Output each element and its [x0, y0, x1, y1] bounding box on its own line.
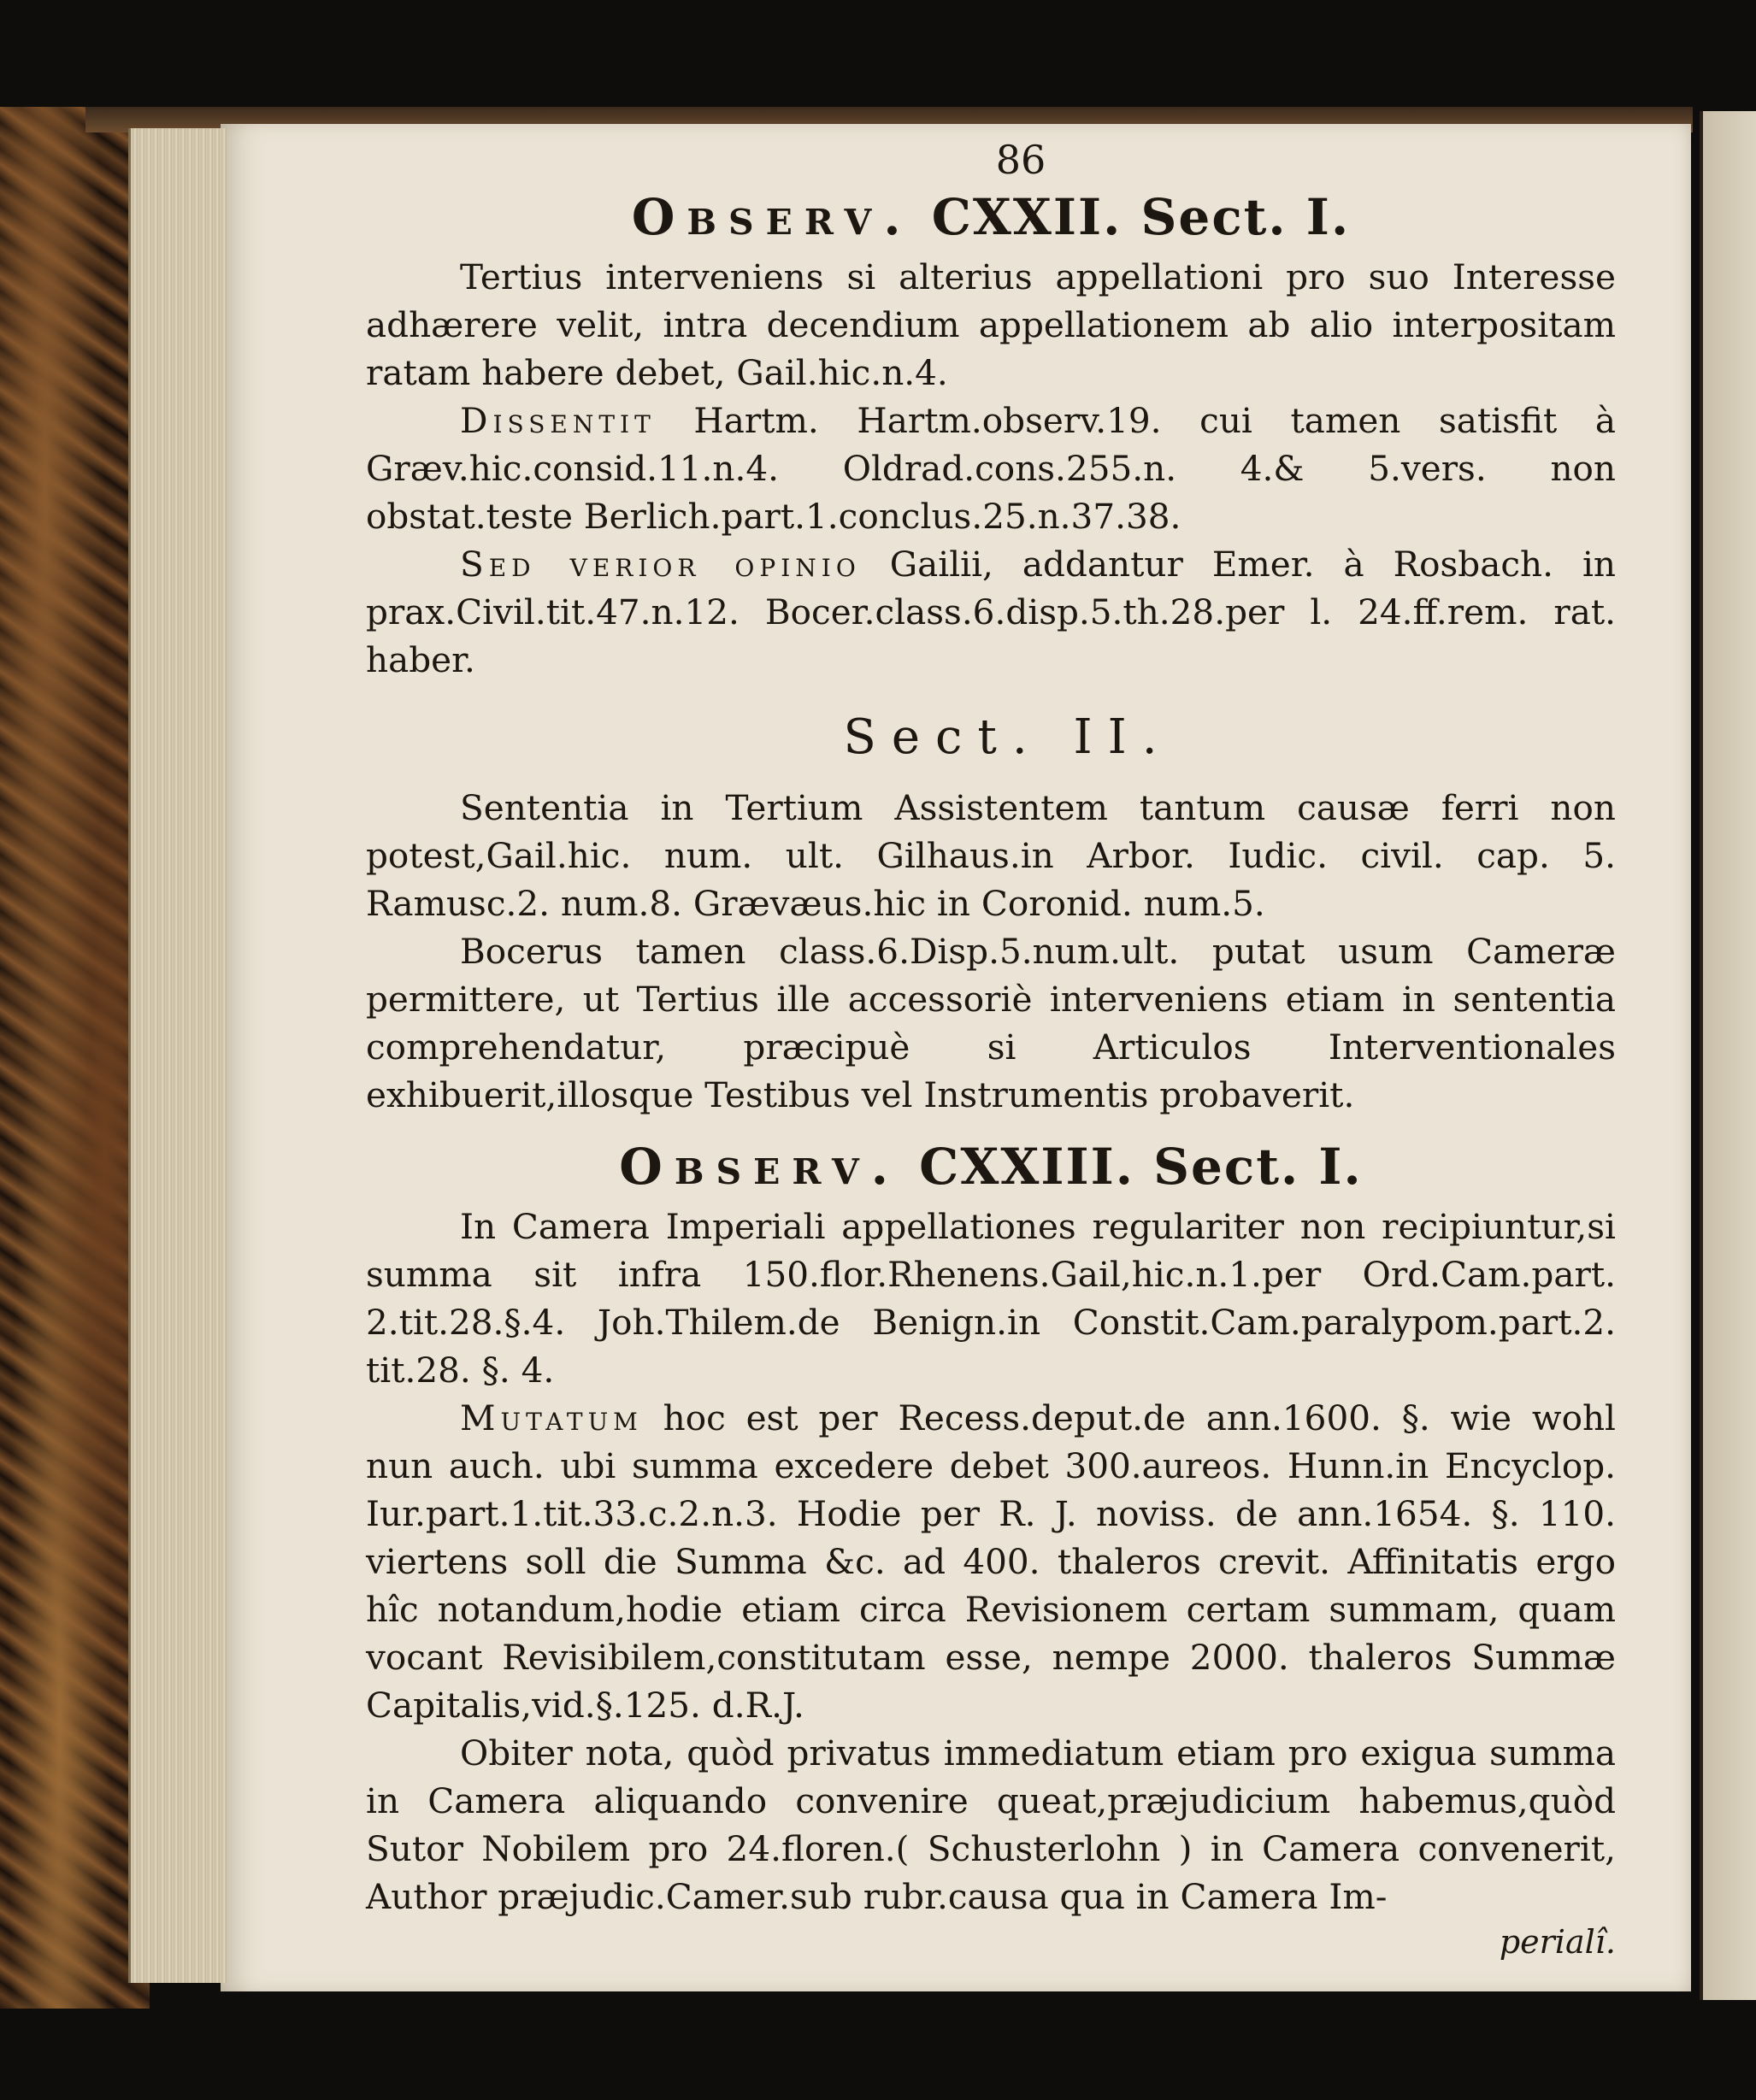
- marbled-cover: [0, 107, 150, 2009]
- paragraph-7: [366, 1394, 1616, 1729]
- heading-rest: CXXIII. Sect. I.: [919, 1138, 1363, 1196]
- paragraph-4: Sententia in Tertium Assistentem tantum causæ ferri non potest,Gail.hic. num. ult. Gilhaus.in Arbor. Iudic. civil. cap. 5. Ramusc.2. num.8. Grævæus.hic in Coronid. num.5.: [366, 787, 1616, 924]
- page-text: [366, 137, 1616, 1963]
- paragraph-1: Tertius interveniens si alterius appellationi pro suo Interesse adhærere velit, intra decendium appellationem ab alio interpositam ratam habere debet, Gail.hic.n.4.: [366, 256, 1616, 393]
- paragraph-3-lead: Sed verior opinio: [460, 544, 861, 585]
- paragraph-2-lead: Dissentit: [460, 400, 656, 441]
- paragraph-2: [366, 397, 1616, 540]
- page-edge-stack: [128, 128, 227, 1983]
- heading-rest: CXXII. Sect. I.: [931, 188, 1351, 246]
- paragraph-7-lead: Mutatum: [460, 1397, 643, 1438]
- heading-lead: Observ.: [619, 1138, 900, 1196]
- paragraph-2-body: Hartm. Hartm.observ.19. cui tamen satisfit à Græv.hic.consid.11.n.4. Oldrad.cons.255.n. 4.& 5.vers. non obstat.teste Berlich.part.1.conclus.25.n.37.38.: [366, 400, 1616, 537]
- catchword: perialî.: [1499, 1923, 1616, 1961]
- paragraph-8: Obiter nota, quòd privatus immediatum etiam pro exigua summa in Camera aliquando convenire queat,præjudicium habemus,quòd Sutor Nobilem pro 24.floren.( Schusterlohn ) in Camera convenerit, Author præjudic.Camer.sub rubr.causa qua in Camera Im-: [366, 1732, 1616, 1917]
- heading-lead: Observ.: [631, 188, 913, 246]
- facing-page-edge: [1700, 111, 1756, 2000]
- page-number: 86: [995, 137, 1046, 183]
- paragraph-6: In Camera Imperiali appellationes regulariter non recipiuntur,si summa sit infra 150.flor.Rhenens.Gail,hic.n.1.per Ord.Cam.part. 2.tit.28.§.4. Joh.Thilem.de Benign.in Constit.Cam.paralypom.part.2. tit.28. §. 4.: [366, 1206, 1616, 1391]
- section-heading-2: Sect. II.: [843, 709, 1173, 765]
- observation-heading-123: [366, 1138, 1616, 1196]
- observation-heading-122: [366, 188, 1616, 246]
- paragraph-5: Bocerus tamen class.6.Disp.5.num.ult. putat usum Cameræ permittere, ut Tertius ille accessoriè interveniens etiam in sententia comprehendatur, præcipuè si Articulos Interventionales exhibuerit,illosque Testibus vel Instrumentis probaverit.: [366, 931, 1616, 1115]
- paragraph-3: [366, 540, 1616, 684]
- paragraph-7-body: hoc est per Recess.deput.de ann.1600. §. wie wohl nun auch. ubi summa excedere debet 300.aureos. Hunn.in Encyclop. Iur.part.1.tit.33.c.2.n.3. Hodie per R. J. noviss. de ann.1654. §. 110. viertens soll die Summa &c. ad 400. thaleros crevit. Affinitatis ergo hîc notandum,hodie etiam circa Revisionem certam summam, quam vocant Revisibilem,constitutam esse, nempe 2000. thaleros Summæ Capitalis,vid.§.125. d.R.J.: [366, 1397, 1616, 1726]
- paragraph-3-body: Gailii, addantur Emer. à Rosbach. in prax.Civil.tit.47.n.12. Bocer.class.6.disp.5.th.28.per l. 24.ff.rem. rat. haber.: [366, 544, 1616, 680]
